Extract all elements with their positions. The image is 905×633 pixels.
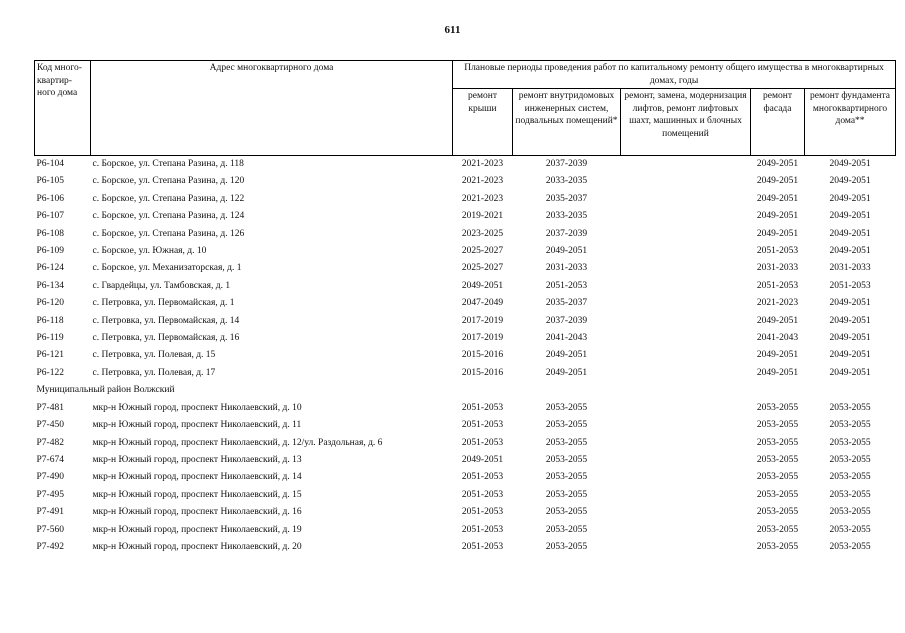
- cell-elevators: [621, 313, 751, 330]
- cell-code: Р7-560: [36, 524, 64, 535]
- cell-foundation: 2051-2053: [829, 280, 871, 291]
- cell-roof: 2051-2053: [461, 541, 504, 552]
- cell-facade: 2049-2051: [756, 367, 799, 378]
- cell-facade: 2053-2055: [756, 541, 799, 552]
- cell-foundation: 2049-2051: [829, 228, 871, 239]
- cell-engineering: 2053-2055: [545, 541, 588, 552]
- cell-code: Р6-134: [36, 280, 64, 291]
- cell-elevators: [621, 347, 751, 364]
- header-foundation: ремонт фундамента многоквартирного дома**: [805, 89, 896, 156]
- table-header: [35, 61, 896, 156]
- table-row: [35, 295, 896, 312]
- cell-address: с. Борское, ул. Механизаторская, д. 1: [92, 263, 242, 274]
- cell-elevators: [621, 539, 751, 556]
- table-row: [35, 487, 896, 504]
- table-row: [35, 278, 896, 295]
- cell-code: Р6-107: [36, 211, 64, 222]
- cell-facade: 2051-2053: [756, 246, 799, 257]
- header-code: Код много-квартир-ного дома: [35, 61, 91, 156]
- cell-facade: 2049-2051: [756, 228, 799, 239]
- table-row: [35, 173, 896, 190]
- cell-elevators: [621, 400, 751, 417]
- cell-code: Р6-104: [36, 159, 64, 169]
- cell-foundation: 2049-2051: [829, 367, 871, 378]
- cell-elevators: [621, 487, 751, 504]
- cell-address: мкр-н Южный город, проспект Николаевский, д. 12/ул. Раздольная, д. 6: [92, 437, 383, 448]
- cell-engineering: 2053-2055: [545, 420, 588, 431]
- cell-address: с. Борское, ул. Южная, д. 10: [92, 246, 207, 257]
- cell-code: Р7-495: [36, 489, 64, 500]
- cell-elevators: [621, 226, 751, 243]
- table-row: [35, 313, 896, 330]
- cell-elevators: [621, 435, 751, 452]
- section-title: Муниципальный район Волжский: [36, 385, 175, 396]
- header-engineering: ремонт внутридомовых инженерных систем, подвальных помещений*: [513, 89, 621, 156]
- cell-foundation: 2049-2051: [829, 315, 871, 326]
- cell-foundation: 2049-2051: [829, 333, 871, 344]
- cell-roof: 2021-2023: [461, 159, 504, 169]
- cell-elevators: [621, 208, 751, 225]
- cell-engineering: 2049-2051: [545, 367, 588, 378]
- cell-foundation: 2049-2051: [829, 159, 871, 169]
- cell-address: с. Борское, ул. Степана Разина, д. 122: [92, 193, 245, 204]
- cell-engineering: 2037-2039: [545, 159, 588, 169]
- table-row: [35, 522, 896, 539]
- cell-engineering: 2053-2055: [545, 454, 588, 465]
- cell-engineering: 2049-2051: [545, 246, 588, 257]
- cell-code: Р6-108: [36, 228, 64, 239]
- cell-roof: 2017-2019: [461, 333, 504, 344]
- cell-elevators: [621, 504, 751, 521]
- cell-code: Р7-492: [36, 541, 64, 552]
- cell-roof: 2019-2021: [461, 211, 504, 222]
- cell-foundation: 2053-2055: [829, 472, 871, 483]
- cell-address: мкр-н Южный город, проспект Николаевский, д. 10: [92, 402, 302, 413]
- cell-facade: 2021-2023: [756, 298, 799, 309]
- cell-elevators: [621, 295, 751, 312]
- table-row: [35, 243, 896, 260]
- header-address: Адрес многоквартирного дома: [91, 61, 453, 156]
- cell-facade: 2053-2055: [756, 507, 799, 518]
- cell-foundation: 2049-2051: [829, 298, 871, 309]
- cell-code: Р6-124: [36, 263, 64, 274]
- cell-code: Р6-118: [36, 315, 64, 326]
- cell-elevators: [621, 365, 751, 382]
- cell-facade: 2053-2055: [756, 489, 799, 500]
- cell-code: Р7-490: [36, 472, 64, 483]
- table-row: [35, 400, 896, 417]
- cell-foundation: 2031-2033: [829, 263, 871, 274]
- cell-engineering: 2035-2037: [545, 193, 588, 204]
- cell-foundation: 2049-2051: [829, 193, 871, 204]
- table-row: [35, 469, 896, 486]
- repair-schedule-table-wrap: [34, 60, 895, 556]
- cell-address: мкр-н Южный город, проспект Николаевский, д. 16: [92, 507, 302, 518]
- cell-address: с. Борское, ул. Степана Разина, д. 126: [92, 228, 245, 239]
- cell-facade: 2053-2055: [756, 402, 799, 413]
- cell-foundation: 2053-2055: [829, 541, 871, 552]
- table-row: [35, 226, 896, 243]
- cell-foundation: 2053-2055: [829, 402, 871, 413]
- cell-roof: 2049-2051: [461, 280, 504, 291]
- cell-facade: 2031-2033: [756, 263, 799, 274]
- cell-roof: 2017-2019: [461, 315, 504, 326]
- cell-facade: 2053-2055: [756, 454, 799, 465]
- cell-roof: 2051-2053: [461, 507, 504, 518]
- cell-elevators: [621, 260, 751, 277]
- cell-engineering: 2053-2055: [545, 489, 588, 500]
- table-body-samara: [35, 156, 896, 383]
- cell-facade: 2049-2051: [756, 159, 799, 169]
- cell-code: Р6-122: [36, 367, 64, 378]
- header-periods: Плановые периоды проведения работ по капитальному ремонту общего имущества в многоквартирных домах, годы: [453, 61, 896, 89]
- cell-roof: 2051-2053: [461, 420, 504, 431]
- cell-engineering: 2051-2053: [545, 280, 588, 291]
- table-row: [35, 260, 896, 277]
- cell-foundation: 2053-2055: [829, 507, 871, 518]
- cell-roof: 2047-2049: [461, 298, 504, 309]
- cell-code: Р6-121: [36, 350, 64, 361]
- cell-foundation: 2049-2051: [829, 246, 871, 257]
- cell-address: с. Борское, ул. Степана Разина, д. 118: [92, 159, 244, 169]
- table-row: [35, 347, 896, 364]
- cell-roof: 2051-2053: [461, 472, 504, 483]
- cell-code: Р7-491: [36, 507, 64, 518]
- cell-address: с. Петровка, ул. Полевая, д. 17: [92, 367, 216, 378]
- cell-engineering: 2037-2039: [545, 315, 588, 326]
- cell-code: Р6-109: [36, 246, 64, 257]
- table-row: [35, 452, 896, 469]
- table-row: [35, 504, 896, 521]
- cell-facade: 2041-2043: [756, 333, 799, 344]
- cell-engineering: 2053-2055: [545, 472, 588, 483]
- cell-address: мкр-н Южный город, проспект Николаевский, д. 14: [92, 472, 302, 483]
- cell-roof: 2021-2023: [461, 176, 504, 187]
- cell-elevators: [621, 173, 751, 190]
- header-facade: ремонт фасада: [751, 89, 805, 156]
- cell-elevators: [621, 243, 751, 260]
- cell-facade: 2051-2053: [756, 280, 799, 291]
- table-row: [35, 539, 896, 556]
- cell-address: с. Петровка, ул. Первомайская, д. 14: [92, 315, 240, 326]
- table-row: [35, 156, 896, 174]
- header-roof: ремонт крыши: [453, 89, 513, 156]
- cell-roof: 2051-2053: [461, 402, 504, 413]
- cell-code: Р6-105: [36, 176, 64, 187]
- cell-engineering: 2033-2035: [545, 176, 588, 187]
- cell-code: Р7-482: [36, 437, 64, 448]
- cell-roof: 2015-2016: [461, 350, 504, 361]
- cell-foundation: 2053-2055: [829, 489, 871, 500]
- cell-roof: 2021-2023: [461, 193, 504, 204]
- cell-elevators: [621, 522, 751, 539]
- cell-facade: 2053-2055: [756, 472, 799, 483]
- cell-address: с. Гвардейцы, ул. Тамбовская, д. 1: [92, 280, 231, 291]
- cell-code: Р6-120: [36, 298, 64, 309]
- cell-elevators: [621, 417, 751, 434]
- cell-address: мкр-н Южный город, проспект Николаевский, д. 15: [92, 489, 302, 500]
- cell-roof: 2051-2053: [461, 524, 504, 535]
- cell-foundation: 2053-2055: [829, 454, 871, 465]
- page-number: 611: [444, 24, 461, 36]
- cell-code: Р6-119: [36, 333, 64, 344]
- cell-foundation: 2053-2055: [829, 524, 871, 535]
- cell-elevators: [621, 278, 751, 295]
- table-section: [35, 382, 896, 399]
- cell-code: Р6-106: [36, 193, 64, 204]
- cell-roof: 2051-2053: [461, 489, 504, 500]
- repair-schedule-table: [34, 60, 896, 556]
- cell-facade: 2049-2051: [756, 211, 799, 222]
- cell-engineering: 2031-2033: [545, 263, 588, 274]
- cell-address: с. Борское, ул. Степана Разина, д. 124: [92, 211, 245, 222]
- cell-roof: 2049-2051: [461, 454, 504, 465]
- table-row: [35, 435, 896, 452]
- cell-elevators: [621, 156, 751, 174]
- cell-roof: 2051-2053: [461, 437, 504, 448]
- cell-engineering: 2049-2051: [545, 350, 588, 361]
- table-row: [35, 191, 896, 208]
- cell-facade: 2053-2055: [756, 437, 799, 448]
- cell-address: мкр-н Южный город, проспект Николаевский, д. 20: [92, 541, 302, 552]
- table-row: [35, 417, 896, 434]
- cell-roof: 2025-2027: [461, 246, 504, 257]
- cell-foundation: 2049-2051: [829, 350, 871, 361]
- cell-code: Р7-450: [36, 420, 64, 431]
- cell-foundation: 2049-2051: [829, 176, 871, 187]
- cell-foundation: 2049-2051: [829, 211, 871, 222]
- cell-elevators: [621, 191, 751, 208]
- cell-code: Р7-674: [36, 454, 64, 465]
- cell-engineering: 2037-2039: [545, 228, 588, 239]
- cell-facade: 2049-2051: [756, 193, 799, 204]
- cell-engineering: 2033-2035: [545, 211, 588, 222]
- cell-facade: 2053-2055: [756, 524, 799, 535]
- cell-engineering: 2053-2055: [545, 437, 588, 448]
- cell-facade: 2053-2055: [756, 420, 799, 431]
- cell-foundation: 2053-2055: [829, 420, 871, 431]
- cell-code: Р7-481: [36, 402, 64, 413]
- cell-elevators: [621, 452, 751, 469]
- cell-address: с. Петровка, ул. Первомайская, д. 1: [92, 298, 235, 309]
- cell-address: с. Борское, ул. Степана Разина, д. 120: [92, 176, 245, 187]
- cell-address: мкр-н Южный город, проспект Николаевский, д. 11: [92, 420, 302, 431]
- cell-engineering: 2053-2055: [545, 524, 588, 535]
- cell-address: мкр-н Южный город, проспект Николаевский, д. 19: [92, 524, 302, 535]
- cell-facade: 2049-2051: [756, 350, 799, 361]
- cell-elevators: [621, 330, 751, 347]
- cell-engineering: 2041-2043: [545, 333, 588, 344]
- cell-address: с. Петровка, ул. Первомайская, д. 16: [92, 333, 240, 344]
- cell-address: с. Петровка, ул. Полевая, д. 15: [92, 350, 216, 361]
- cell-elevators: [621, 469, 751, 486]
- cell-roof: 2015-2016: [461, 367, 504, 378]
- cell-foundation: 2053-2055: [829, 437, 871, 448]
- table-body-volzhsky: [35, 400, 896, 557]
- table-row: [35, 330, 896, 347]
- cell-engineering: 2035-2037: [545, 298, 588, 309]
- cell-engineering: 2053-2055: [545, 402, 588, 413]
- cell-engineering: 2053-2055: [545, 507, 588, 518]
- header-elevators: ремонт, замена, модернизация лифтов, ремонт лифтовых шахт, машинных и блочных помещений: [621, 89, 751, 156]
- cell-roof: 2023-2025: [461, 228, 504, 239]
- cell-roof: 2025-2027: [461, 263, 504, 274]
- cell-facade: 2049-2051: [756, 176, 799, 187]
- table-row: [35, 365, 896, 382]
- cell-facade: 2049-2051: [756, 315, 799, 326]
- cell-address: мкр-н Южный город, проспект Николаевский, д. 13: [92, 454, 302, 465]
- table-row: [35, 208, 896, 225]
